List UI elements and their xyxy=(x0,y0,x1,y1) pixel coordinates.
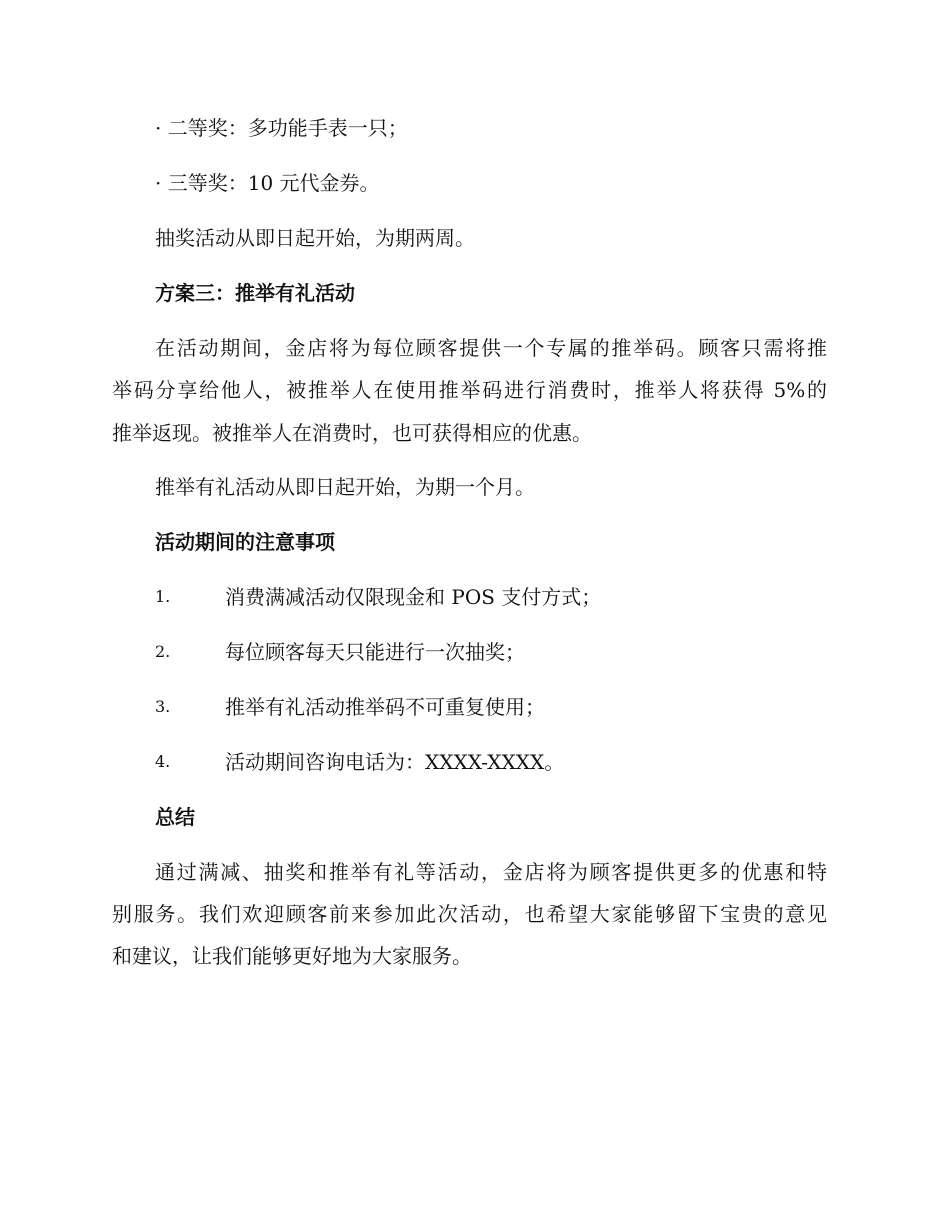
plan3-heading: 方案三：推举有礼活动 xyxy=(155,281,355,305)
list-item-text: 推举有礼活动推举码不可重复使用； xyxy=(225,695,545,719)
prize-second: · 二等奖：多功能手表一只； xyxy=(155,116,408,140)
list-item-number: 2. xyxy=(155,642,171,661)
lottery-period-text: 抽奖活动从即日起开始，为期两周。 xyxy=(155,226,475,250)
list-item-number: 1. xyxy=(155,587,171,606)
summary-paragraph-line-2: 别服务。我们欢迎顾客前来参加此次活动，也希望大家能够留下宝贵的意见 xyxy=(112,902,827,926)
plan3-paragraph-line-3: 推举返现。被推举人在消费时，也可获得相应的优惠。 xyxy=(112,421,592,445)
plan3-paragraph-line-1: 在活动期间，金店将为每位顾客提供一个专属的推举码。顾客只需将推 xyxy=(155,336,827,360)
notes-heading: 活动期间的注意事项 xyxy=(155,530,335,554)
summary-paragraph-line-1: 通过满减、抽奖和推举有礼等活动，金店将为顾客提供更多的优惠和特 xyxy=(155,860,827,884)
list-item-text: 活动期间咨询电话为：XXXX-XXXX。 xyxy=(225,750,565,774)
list-item-number: 3. xyxy=(155,697,171,716)
plan3-paragraph-line-2: 举码分享给他人，被推举人在使用推举码进行消费时，推举人将获得 5%的 xyxy=(112,378,827,402)
list-item-text: 每位顾客每天只能进行一次抽奖； xyxy=(225,640,525,664)
summary-heading: 总结 xyxy=(155,805,195,829)
prize-third: · 三等奖：10 元代金券。 xyxy=(155,171,380,195)
list-item-number: 4. xyxy=(155,752,171,771)
summary-paragraph-line-3: 和建议，让我们能够更好地为大家服务。 xyxy=(112,944,472,968)
plan3-period-text: 推举有礼活动从即日起开始，为期一个月。 xyxy=(155,475,535,499)
list-item-text: 消费满减活动仅限现金和 POS 支付方式； xyxy=(225,585,602,609)
